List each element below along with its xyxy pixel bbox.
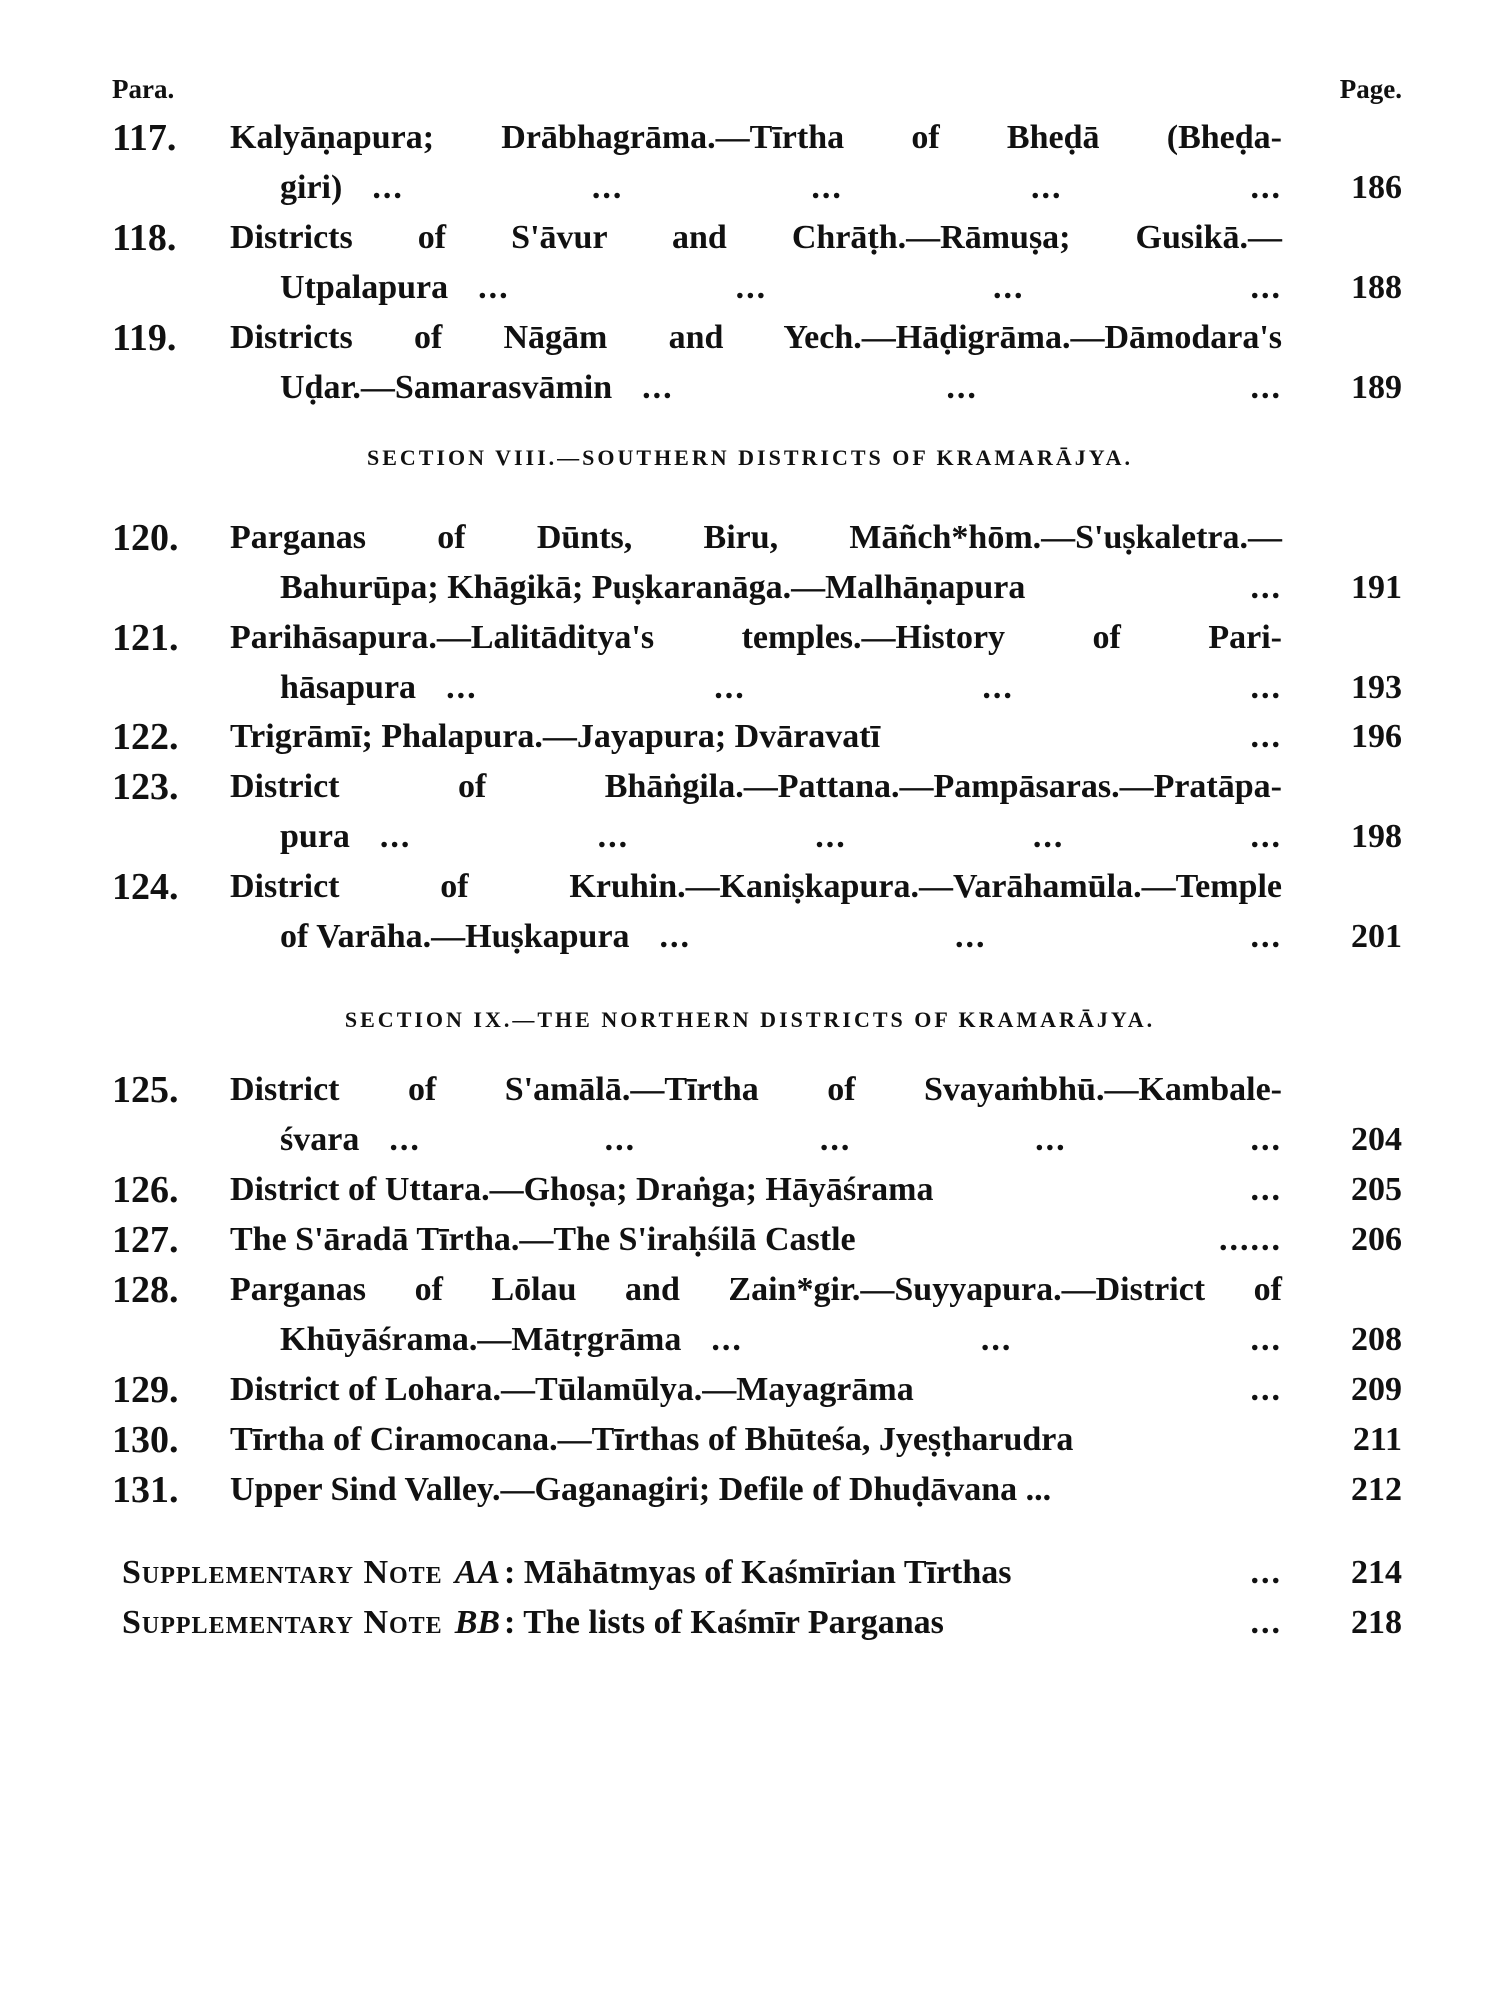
page-number: 209	[1351, 1371, 1402, 1408]
leader-dots	[380, 812, 1282, 862]
entry-title-line: District of S'amālā.—Tīrtha of Svayaṁbhū.—Kambale-	[230, 1071, 1282, 1108]
leader-dots	[446, 663, 1282, 713]
page-number: 212	[1351, 1471, 1402, 1508]
leader-dot: ...	[379, 818, 412, 855]
page-number: 218	[1351, 1604, 1402, 1641]
leader-dot: ...	[1030, 169, 1063, 206]
para-number: 119.	[112, 317, 177, 359]
page-number: 205	[1351, 1171, 1402, 1208]
entry-continuation-line	[280, 1315, 1282, 1365]
leader-dot: ...	[993, 269, 1025, 306]
para-number: 129.	[112, 1369, 179, 1411]
entry-title-line	[230, 1165, 1282, 1215]
leader-dot: ...	[1250, 269, 1282, 306]
leader-dot: ...	[811, 169, 843, 206]
leader-dot: ...	[1250, 169, 1282, 206]
leader-dot: ...	[1250, 369, 1282, 406]
leader-dot: ...	[642, 369, 674, 406]
para-number: 128.	[112, 1269, 179, 1311]
leader-dots: ...	[1250, 1554, 1282, 1591]
leader-dot: ...	[1250, 669, 1282, 706]
leader-dots	[478, 263, 1282, 313]
leader-dot: ...	[1250, 1221, 1282, 1258]
leader-dot: ...	[604, 1121, 637, 1158]
leader-dot: ...	[711, 1321, 743, 1358]
entry-continuation-line	[280, 163, 1282, 213]
para-number: 123.	[112, 766, 179, 808]
entry-continuation-line	[280, 912, 1282, 962]
supplementary-note	[122, 1598, 1282, 1648]
para-number: 127.	[112, 1219, 179, 1261]
leader-dot: ...	[659, 918, 692, 955]
entry-title-text: District of Lohara.—Tūlamūlya.—Mayagrāma	[230, 1371, 914, 1408]
leader-dot: ...	[446, 669, 478, 706]
page-column-header: Page.	[1339, 74, 1402, 104]
entry-title-line: District of Kruhin.—Kaniṣkapura.—Varāhamūla.—Temple	[230, 868, 1282, 905]
para-number: 131.	[112, 1469, 179, 1511]
leader-dot: ...	[1035, 1121, 1067, 1158]
entry-continuation-text: hāsapura	[280, 669, 417, 706]
leader-dot: ...	[955, 918, 987, 955]
entry-continuation-text: giri)	[280, 169, 343, 206]
leader-dot: ...	[597, 818, 630, 855]
page-number: 208	[1351, 1321, 1402, 1358]
entry-title-line: Districts of Nāgām and Yech.—Hāḍigrāma.—Dāmodara's	[230, 319, 1282, 356]
leader-dot: ...	[819, 1121, 852, 1158]
leader-dot: ...	[982, 669, 1014, 706]
entry-title-line	[230, 1465, 1282, 1515]
leader-dot: ...	[714, 669, 746, 706]
entry-continuation-text: pura	[280, 818, 350, 855]
entry-title-line: Parihāsapura.—Lalitāditya's temples.—History of Pari-	[230, 619, 1282, 656]
leader-dot: ...	[1250, 918, 1282, 955]
page-number: 214	[1351, 1554, 1402, 1591]
leader-dot: ...	[1250, 1371, 1282, 1408]
supplementary-note-label: Supplementary Note	[122, 1604, 443, 1641]
para-number: 124.	[112, 866, 179, 908]
leader-dot: ...	[815, 818, 847, 855]
entry-title-line	[230, 1215, 1282, 1265]
entry-title-line: Parganas of Dūnts, Biru, Māñch*hōm.—S'uṣkaletra.—	[230, 519, 1282, 556]
para-number: 126.	[112, 1169, 179, 1211]
para-number: 118.	[112, 217, 177, 259]
leader-dot: ...	[1250, 1171, 1282, 1208]
supplementary-note	[122, 1548, 1282, 1598]
entry-title-line: Kalyāṇapura; Drābhagrāma.—Tīrtha of Bheḍā (Bheḍa-	[230, 119, 1282, 156]
entry-title-line	[230, 1415, 1282, 1465]
leader-dot: ...	[372, 169, 404, 206]
leader-dots: ...	[1250, 1604, 1282, 1641]
supplementary-note-text: : The lists of Kaśmīr Parganas	[504, 1604, 944, 1641]
entry-title-line	[230, 1365, 1282, 1415]
leader-dots	[389, 1115, 1282, 1165]
entry-continuation-line	[280, 363, 1282, 413]
para-number: 121.	[112, 617, 179, 659]
leader-dot: ...	[946, 369, 978, 406]
leader-dots	[642, 363, 1282, 413]
supplementary-note-key: BB	[454, 1604, 501, 1641]
leader-dots	[1251, 712, 1283, 762]
leader-dot: ...	[1250, 569, 1282, 606]
leader-dots	[1251, 1165, 1283, 1215]
para-number: 122.	[112, 716, 179, 758]
page-number: 204	[1351, 1121, 1402, 1158]
entry-continuation-line	[280, 812, 1282, 862]
page-number: 198	[1351, 818, 1402, 855]
entry-title-text: Upper Sind Valley.—Gaganagiri; Defile of Dhuḍāvana ...	[230, 1471, 1052, 1508]
page-number: 206	[1351, 1221, 1402, 1258]
leader-dots	[1251, 563, 1283, 613]
entry-continuation-text: Bahurūpa; Khāgikā; Puṣkaranāga.—Malhāṇapura	[280, 569, 1026, 606]
para-number: 125.	[112, 1069, 179, 1111]
leader-dot: ...	[980, 1321, 1013, 1358]
entry-continuation-text: śvara	[280, 1121, 360, 1158]
leader-dots	[1219, 1215, 1282, 1265]
leader-dots	[711, 1315, 1282, 1365]
para-number: 120.	[112, 517, 179, 559]
entry-continuation-line	[280, 1115, 1282, 1165]
leader-dots	[660, 912, 1282, 962]
leader-dot: ...	[1219, 1221, 1251, 1258]
entry-title-line: Parganas of Lōlau and Zain*gir.—Suyyapura.—District of	[230, 1271, 1282, 1308]
leader-dots	[372, 163, 1282, 213]
entry-title-line	[230, 712, 1282, 762]
leader-dot: ...	[1250, 1321, 1282, 1358]
entry-title-text: Tīrtha of Ciramocana.—Tīrthas of Bhūteśa, Jyeṣṭharudra	[230, 1421, 1074, 1458]
leader-dot: ...	[478, 269, 510, 306]
entry-continuation-text: Uḍar.—Samarasvāmin	[280, 369, 613, 406]
entry-continuation-line	[280, 263, 1282, 313]
supplementary-note-text: : Māhātmyas of Kaśmīrian Tīrthas	[504, 1554, 1012, 1591]
entry-continuation-text: of Varāha.—Huṣkapura	[280, 918, 630, 955]
leader-dots	[1251, 1365, 1283, 1415]
supplementary-note-label: Supplementary Note	[122, 1554, 443, 1591]
leader-dot: ...	[735, 269, 768, 306]
page-number: 196	[1351, 718, 1402, 755]
entry-title-text: District of Uttara.—Ghoṣa; Draṅga; Hāyāśrama	[230, 1171, 934, 1208]
page-number: 188	[1351, 269, 1402, 306]
para-number: 130.	[112, 1419, 179, 1461]
para-number: 117.	[112, 117, 177, 159]
page-number: 191	[1351, 569, 1402, 606]
page-number: 186	[1351, 169, 1402, 206]
page-number: 189	[1351, 369, 1402, 406]
section-viii-heading: SECTION VIII.—SOUTHERN DISTRICTS OF KRAMARĀJYA.	[366, 445, 1134, 470]
para-column-header: Para.	[112, 74, 175, 104]
entry-title-text: Trigrāmī; Phalapura.—Jayapura; Dvāravatī	[230, 718, 881, 755]
entry-title-line: Districts of S'āvur and Chrāṭh.—Rāmuṣa; Gusikā.—	[230, 219, 1282, 256]
page-number: 193	[1351, 669, 1402, 706]
page-number: 211	[1352, 1421, 1402, 1458]
entry-continuation-line	[280, 663, 1282, 713]
entry-title-text: The S'āradā Tīrtha.—The S'iraḥśilā Castle	[230, 1221, 856, 1258]
leader-dot: ...	[1250, 1121, 1282, 1158]
supplementary-note-key: AA	[454, 1554, 501, 1591]
leader-dot: ...	[1250, 718, 1282, 755]
leader-dot: ...	[591, 169, 624, 206]
leader-dot: ...	[1032, 818, 1065, 855]
page-number: 201	[1351, 918, 1402, 955]
entry-continuation-text: Khūyāśrama.—Mātṛgrāma	[280, 1321, 682, 1358]
leader-dot: ...	[389, 1121, 421, 1158]
leader-dot: ...	[1250, 818, 1282, 855]
entry-title-line: District of Bhāṅgila.—Pattana.—Pampāsaras.—Pratāpa-	[230, 768, 1282, 805]
entry-continuation-text: Utpalapura	[280, 269, 449, 306]
section-ix-heading: SECTION IX.—THE NORTHERN DISTRICTS OF KRAMARĀJYA.	[344, 1007, 1156, 1032]
entry-continuation-line	[280, 563, 1282, 613]
